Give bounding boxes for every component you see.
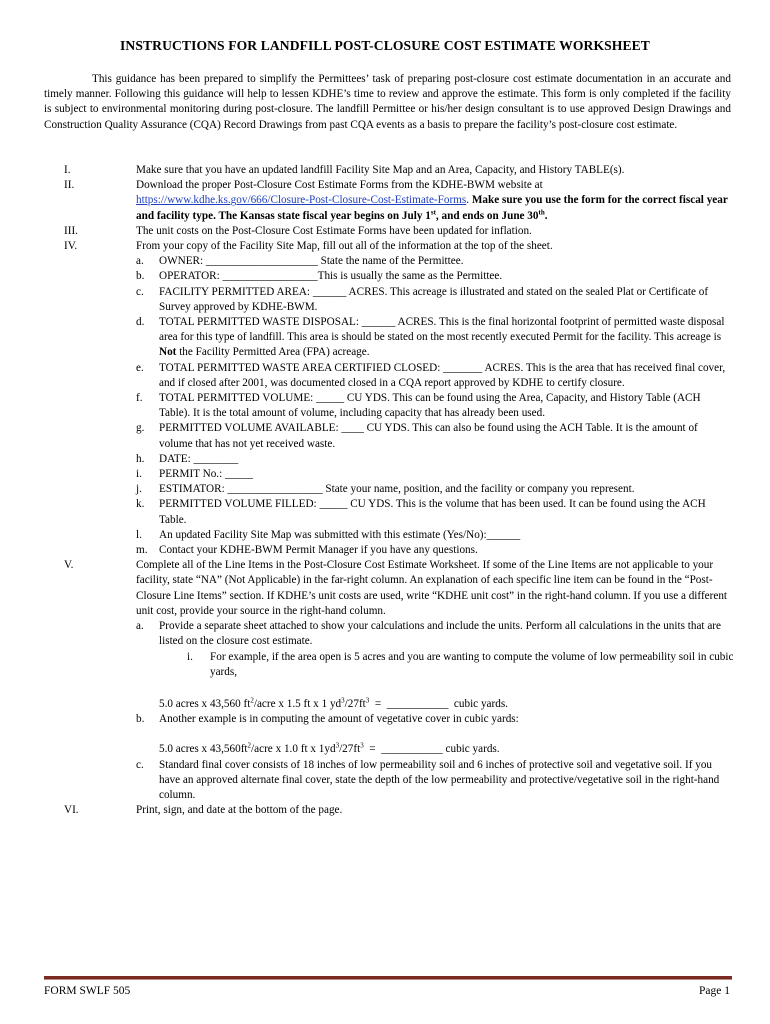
emphasis-not: Not	[159, 346, 177, 359]
subitem-total-permitted-waste-disposal	[136, 315, 734, 361]
subitem-permitted-volume-filled	[136, 497, 734, 527]
subitem-text: OWNER: ____________________ State the name of the Permittee.	[159, 255, 464, 268]
superscript: 3	[341, 696, 345, 705]
subitem-text: Provide a separate sheet attached to show your calculations and include the units. Perform all calculations in the units that are listed on the closure cost estimate.	[159, 620, 721, 648]
intro-paragraph: This guidance has been prepared to simplify the Permittees’ task of preparing post-closure cost estimate documentation in an accurate and timely manner. Following this guidance will help to lessen KDHE’s time to review and approve the estimate. This form is only completed if the facility is subject to environmental monitoring during post-closure. The landfill Permittee or his/her design consultant is to use approved Design Drawings and Construction Quality Assurance (CQA) Record Drawings from past CQA events as a basis to prepare the facility’s post-closure cost estimate.	[44, 73, 731, 131]
superscript-th: th	[538, 207, 545, 216]
fiscal-note-part-3: .	[544, 209, 548, 222]
subitem-standard-final-cover	[136, 758, 734, 804]
step-number: III.	[64, 224, 78, 237]
subitem-operator	[136, 269, 734, 284]
fiscal-note-part-1: Make sure you use the form for the correct fiscal year and facility type. The Kansas state fiscal year begins on July 1	[136, 194, 728, 222]
step-ii	[44, 178, 734, 224]
subitem-letter: i.	[136, 468, 142, 481]
subitem-area-certified-closed	[136, 361, 734, 391]
period: .	[466, 194, 470, 207]
step-text: Make sure that you have an updated landfill Facility Site Map and an Area, Capacity, and History TABLE(s).	[136, 164, 625, 176]
roman-numeral: i.	[187, 650, 193, 663]
subitem-text: PERMITTED VOLUME AVAILABLE: ____ CU YDS. This can also be found using the ACH Table. It is the amount of volume that has not yet received waste.	[159, 422, 698, 450]
instruction-list	[44, 163, 734, 818]
subitem-letter: m.	[136, 544, 148, 557]
subitem-permit-no	[136, 467, 734, 482]
subitem-date	[136, 452, 734, 467]
subitem-text: DATE: ________	[159, 452, 239, 465]
step-text: The unit costs on the Post-Closure Cost Estimate Forms have been updated for inflation.	[136, 224, 532, 237]
subitem-facility-permitted-area	[136, 285, 734, 315]
subitem-contact-permit-manager	[136, 543, 734, 558]
subitem-letter: l.	[136, 528, 142, 541]
subitem-text: TOTAL PERMITTED VOLUME: _____ CU YDS. This can be found using the Area, Capacity, and History Table (ACH Table). It is the total amount of volume, including capacity that has already been used.	[159, 392, 701, 420]
calc-part: 5.0 acres x 43,560ft	[159, 743, 248, 756]
step-iv	[44, 239, 734, 558]
subitem-text: PERMIT No.: _____	[159, 468, 253, 481]
subitem-letter: b.	[136, 270, 145, 283]
subitem-text: FACILITY PERMITTED AREA: ______ ACRES. This acreage is illustrated and stated on the sealed Plat or Certificate of Survey approved by KDHE-BWM.	[159, 285, 709, 313]
calc-part: /27ft	[344, 697, 366, 710]
subitem-letter: j.	[136, 483, 142, 496]
step-text: Complete all of the Line Items in the Post-Closure Cost Estimate Worksheet. If some of the Line Items are not applicable to your facility, state “NA” (Not Applicable) in the far-right column. An explanation of each specific line item can be found in the “Post-Closure Line Items” section. If KDHE’s unit costs are used, write “KDHE unit cost” in the right-hand column. If you use a different unit cost, provide your source in the right-hand column.	[136, 559, 728, 617]
superscript: 2	[250, 696, 254, 705]
subitem-text: TOTAL PERMITTED WASTE AREA CERTIFIED CLOSED: _______ ACRES. This is the area that has received final cover, and if closed after 2001, was documented closed in a CQA report approved by KDHE to certify closure.	[159, 361, 726, 389]
example-text: For example, if the area open is 5 acres and you are wanting to compute the volume of low permeability soil in cubic yards,	[210, 650, 734, 678]
subitem-text-cont: the Facility Permitted Area (FPA) acreage.	[179, 346, 370, 359]
page-number: Page 1	[699, 985, 730, 997]
subitem-letter: c.	[136, 758, 144, 771]
subitem-owner	[136, 254, 734, 269]
superscript: 3	[365, 696, 370, 705]
step-iii	[44, 224, 734, 239]
subitem-permitted-volume-available	[136, 421, 734, 451]
subitem-letter: k.	[136, 498, 145, 511]
calc-part: = ___________ cubic yards.	[363, 743, 500, 756]
subitem-letter: e.	[136, 361, 144, 374]
subitem-vegetative-cover	[136, 712, 734, 727]
subitem-total-permitted-volume	[136, 391, 734, 421]
step-text: From your copy of the Facility Site Map, fill out all of the information at the top of the sheet.	[136, 240, 553, 253]
superscript: 3	[335, 741, 340, 750]
superscript: 2	[247, 741, 252, 750]
calc-part: /acre x 1.5 ft x 1 yd	[253, 697, 342, 710]
step-number: I.	[64, 164, 71, 176]
step-text: Print, sign, and date at the bottom of the page.	[136, 804, 343, 817]
step-number: VI.	[64, 804, 79, 817]
superscript-st: st	[430, 207, 436, 216]
step-number: V.	[64, 559, 74, 572]
subitem-text: OPERATOR: _________________This is usually the same as the Permittee.	[159, 270, 503, 283]
example-low-permeability	[159, 650, 734, 680]
step-i	[44, 163, 734, 178]
subitem-separate-sheet	[136, 619, 734, 680]
calc-part: 5.0 acres x 43,560 ft	[159, 697, 251, 710]
kdhe-forms-link[interactable]: https://www.kdhe.ks.gov/666/Closure-Post-Closure-Cost-Estimate-Forms	[136, 194, 467, 207]
subitem-letter: h.	[136, 452, 145, 465]
subitem-letter: b.	[136, 713, 145, 726]
step-number: IV.	[64, 240, 78, 253]
footer-divider	[44, 976, 732, 980]
subitem-letter: f.	[136, 392, 143, 405]
subitem-letter: a.	[136, 620, 144, 633]
calc-part: = ___________ cubic yards.	[369, 697, 508, 710]
subitem-letter: g.	[136, 422, 145, 435]
subitem-text: TOTAL PERMITTED WASTE DISPOSAL: ______ ACRES. This is the final horizontal footprint of permitted waste disposal area for this type of landfill. This area is should be stated on the most recently executed Permit for the facility. This acreage is	[159, 316, 725, 344]
calc-part: /acre x 1.0 ft x 1yd	[251, 743, 336, 756]
subitem-text: An updated Facility Site Map was submitted with this estimate (Yes/No):______	[159, 528, 521, 541]
superscript: 3	[360, 741, 364, 750]
subitem-text: ESTIMATOR: _________________ State your name, position, and the facility or company you represent.	[159, 483, 635, 496]
calculation-low-permeability	[136, 697, 734, 712]
step-number: II.	[64, 179, 75, 192]
fiscal-note-part-2: , and ends on June 30	[435, 209, 539, 222]
calc-part: /27ft	[339, 743, 361, 756]
subitem-text: Standard final cover consists of 18 inches of low permeability soil and 6 inches of protective soil and vegetative soil. If you have an approved alternate final cover, state the depth of the low permeability and protective/vegetative soil in the right-hand column.	[159, 758, 720, 801]
step-v	[44, 558, 734, 803]
subitem-estimator	[136, 482, 734, 497]
document-title: INSTRUCTIONS FOR LANDFILL POST-CLOSURE COST ESTIMATE WORKSHEET	[120, 38, 650, 53]
subitem-letter: d.	[136, 316, 145, 329]
subitem-letter: c.	[136, 285, 144, 298]
subitem-text: Another example is in computing the amount of vegetative cover in cubic yards:	[159, 713, 519, 726]
subitem-site-map-submitted	[136, 528, 734, 543]
step-text: Download the proper Post-Closure Cost Estimate Forms from the KDHE-BWM website at	[136, 179, 543, 192]
step-vi	[44, 803, 734, 818]
subitem-letter: a.	[136, 255, 144, 268]
calculation-vegetative-cover	[136, 742, 734, 757]
subitem-text: Contact your KDHE-BWM Permit Manager if you have any questions.	[159, 544, 478, 557]
subitem-text: PERMITTED VOLUME FILLED: _____ CU YDS. This is the volume that has been used. It can be found using the ACH Table.	[159, 498, 706, 526]
form-number: FORM SWLF 505	[44, 985, 131, 997]
